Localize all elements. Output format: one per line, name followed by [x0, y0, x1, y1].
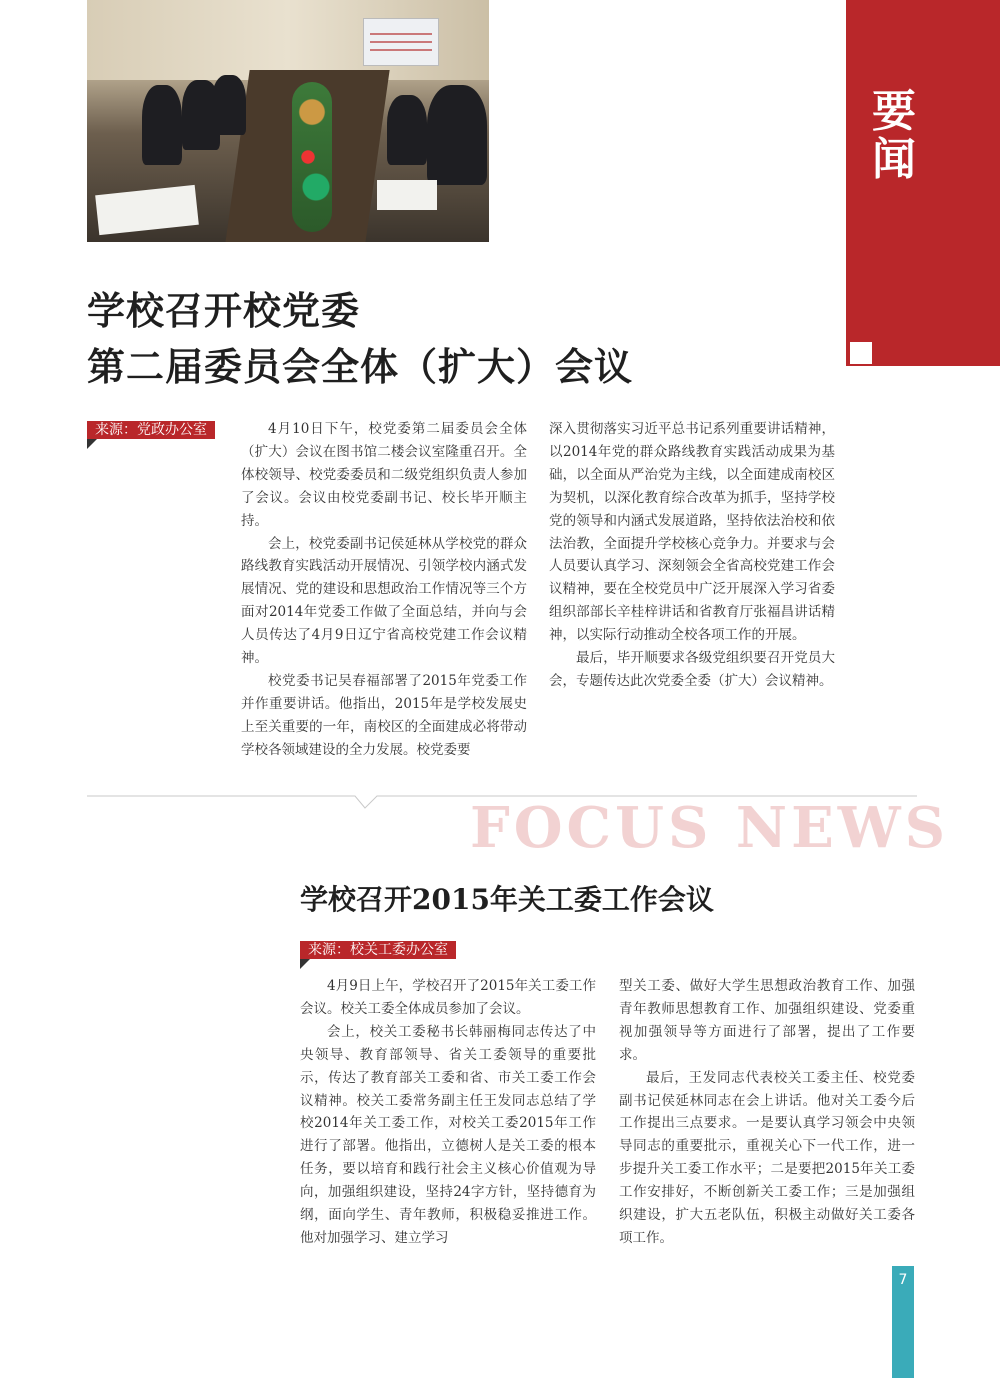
- square-icon: [850, 342, 872, 364]
- attendee: [387, 95, 427, 165]
- paragraph: 会上，校党委副书记侯延林从学校党的群众路线教育实践活动开展情况、引领学校内涵式发展情况、党的建设和思想政治工作情况等三个方面对2014年党委工作做了全面总结，并向与会人员传达了4月9日辽宁省高校党建工作会议精神。: [241, 535, 527, 667]
- meeting-photo: [87, 0, 489, 242]
- section-title: 要 闻: [872, 86, 916, 185]
- article2-column2: [619, 975, 915, 1250]
- projection-screen: [363, 18, 439, 66]
- paragraph: 最后，毕开顺要求各级党组织要召开党员大会，专题传达此次党委全委（扩大）会议精神。: [549, 650, 835, 689]
- attendee: [142, 85, 182, 165]
- document-paper: [377, 180, 437, 210]
- paragraph: 4月10日下午，校党委第二届委员会全体（扩大）会议在图书馆二楼会议室隆重召开。全体校领导、校党委委员和二级党组织负责人参加了会议。会议由校党委副书记、校长毕开顺主持。: [241, 421, 527, 529]
- article1-title: 学校召开校党委 第二届委员会全体（扩大）会议: [87, 288, 634, 389]
- section-banner: [846, 0, 1000, 366]
- page-number: 7: [898, 1272, 908, 1288]
- attendee: [212, 75, 246, 135]
- article1-column1: [241, 418, 527, 762]
- flower-arrangement: [292, 82, 332, 232]
- paragraph: 会上，校关工委秘书长韩丽梅同志传达了中央领导、教育部领导、省关工委领导的重要批示，传达了教育部关工委和省、市关工委工作会议精神。校关工委常务副主任王发同志总结了学校2014年关工委工作，对校关工委2015年工作进行了部署。他指出，立德树人是关工委的根本任务，要以培育和践行社会主义核心价值观为导向，加强组织建设，坚持24字方针，坚持德育为纲，面向学生、青年教师，积极稳妥推进工作。他对加强学习、建立学习: [300, 1023, 596, 1246]
- article1-column2: [549, 418, 835, 693]
- paragraph: 最后，王发同志代表校关工委主任、校党委副书记侯延林同志在会上讲话。他对关工委今后工作提出三点要求。一是要认真学习领会中央领导同志的重要批示，重视关心下一代工作，进一步提升关工委工作水平；二是要把2015年关工委工作安排好，不断创新关工委工作；三是加强组织建设，扩大五老队伍，积极主动做好关工委各项工作。: [619, 1069, 915, 1246]
- article1-source: 来源：党政办公室: [87, 421, 215, 439]
- paragraph: 深入贯彻落实习近平总书记系列重要讲话精神，以2014年党的群众路线教育实践活动成果为基础，以全面从严治党为主线，以全面建成南校区为契机，以深化教育综合改革为抓手，坚持学校党的领导和内涵式发展道路，坚持依法治校和依法治教，全面提升学校核心竞争力。并要求与会人员要认真学习、深刻领会全省高校党建工作会议精神，要在全校党员中广泛开展深入学习省委组织部部长辛桂梓讲话和省教育厅张福昌讲话精神，以实际行动推动全校各项工作的开展。: [549, 421, 835, 644]
- paragraph: 校党委书记吴春福部署了2015年党委工作并作重要讲话。他指出，2015年是学校发展史上至关重要的一年，南校区的全面建成必将带动学校各领域建设的全力发展。校党委要: [241, 672, 527, 758]
- article2-column1: [300, 975, 596, 1250]
- paragraph: 4月9日上午，学校召开了2015年关工委工作会议。校关工委全体成员参加了会议。: [300, 978, 596, 1017]
- focus-news-watermark: FOCUS NEWS: [470, 795, 950, 861]
- article2-title: 学校召开2015年关工委工作会议: [300, 883, 714, 916]
- paragraph: 型关工委、做好大学生思想政治教育工作、加强青年教师思想教育工作、加强组织建设、党委重视加强领导等方面进行了部署，提出了工作要求。: [619, 978, 915, 1063]
- document-paper: [95, 185, 199, 235]
- attendee: [427, 85, 487, 185]
- article2-source: 来源：校关工委办公室: [300, 941, 456, 959]
